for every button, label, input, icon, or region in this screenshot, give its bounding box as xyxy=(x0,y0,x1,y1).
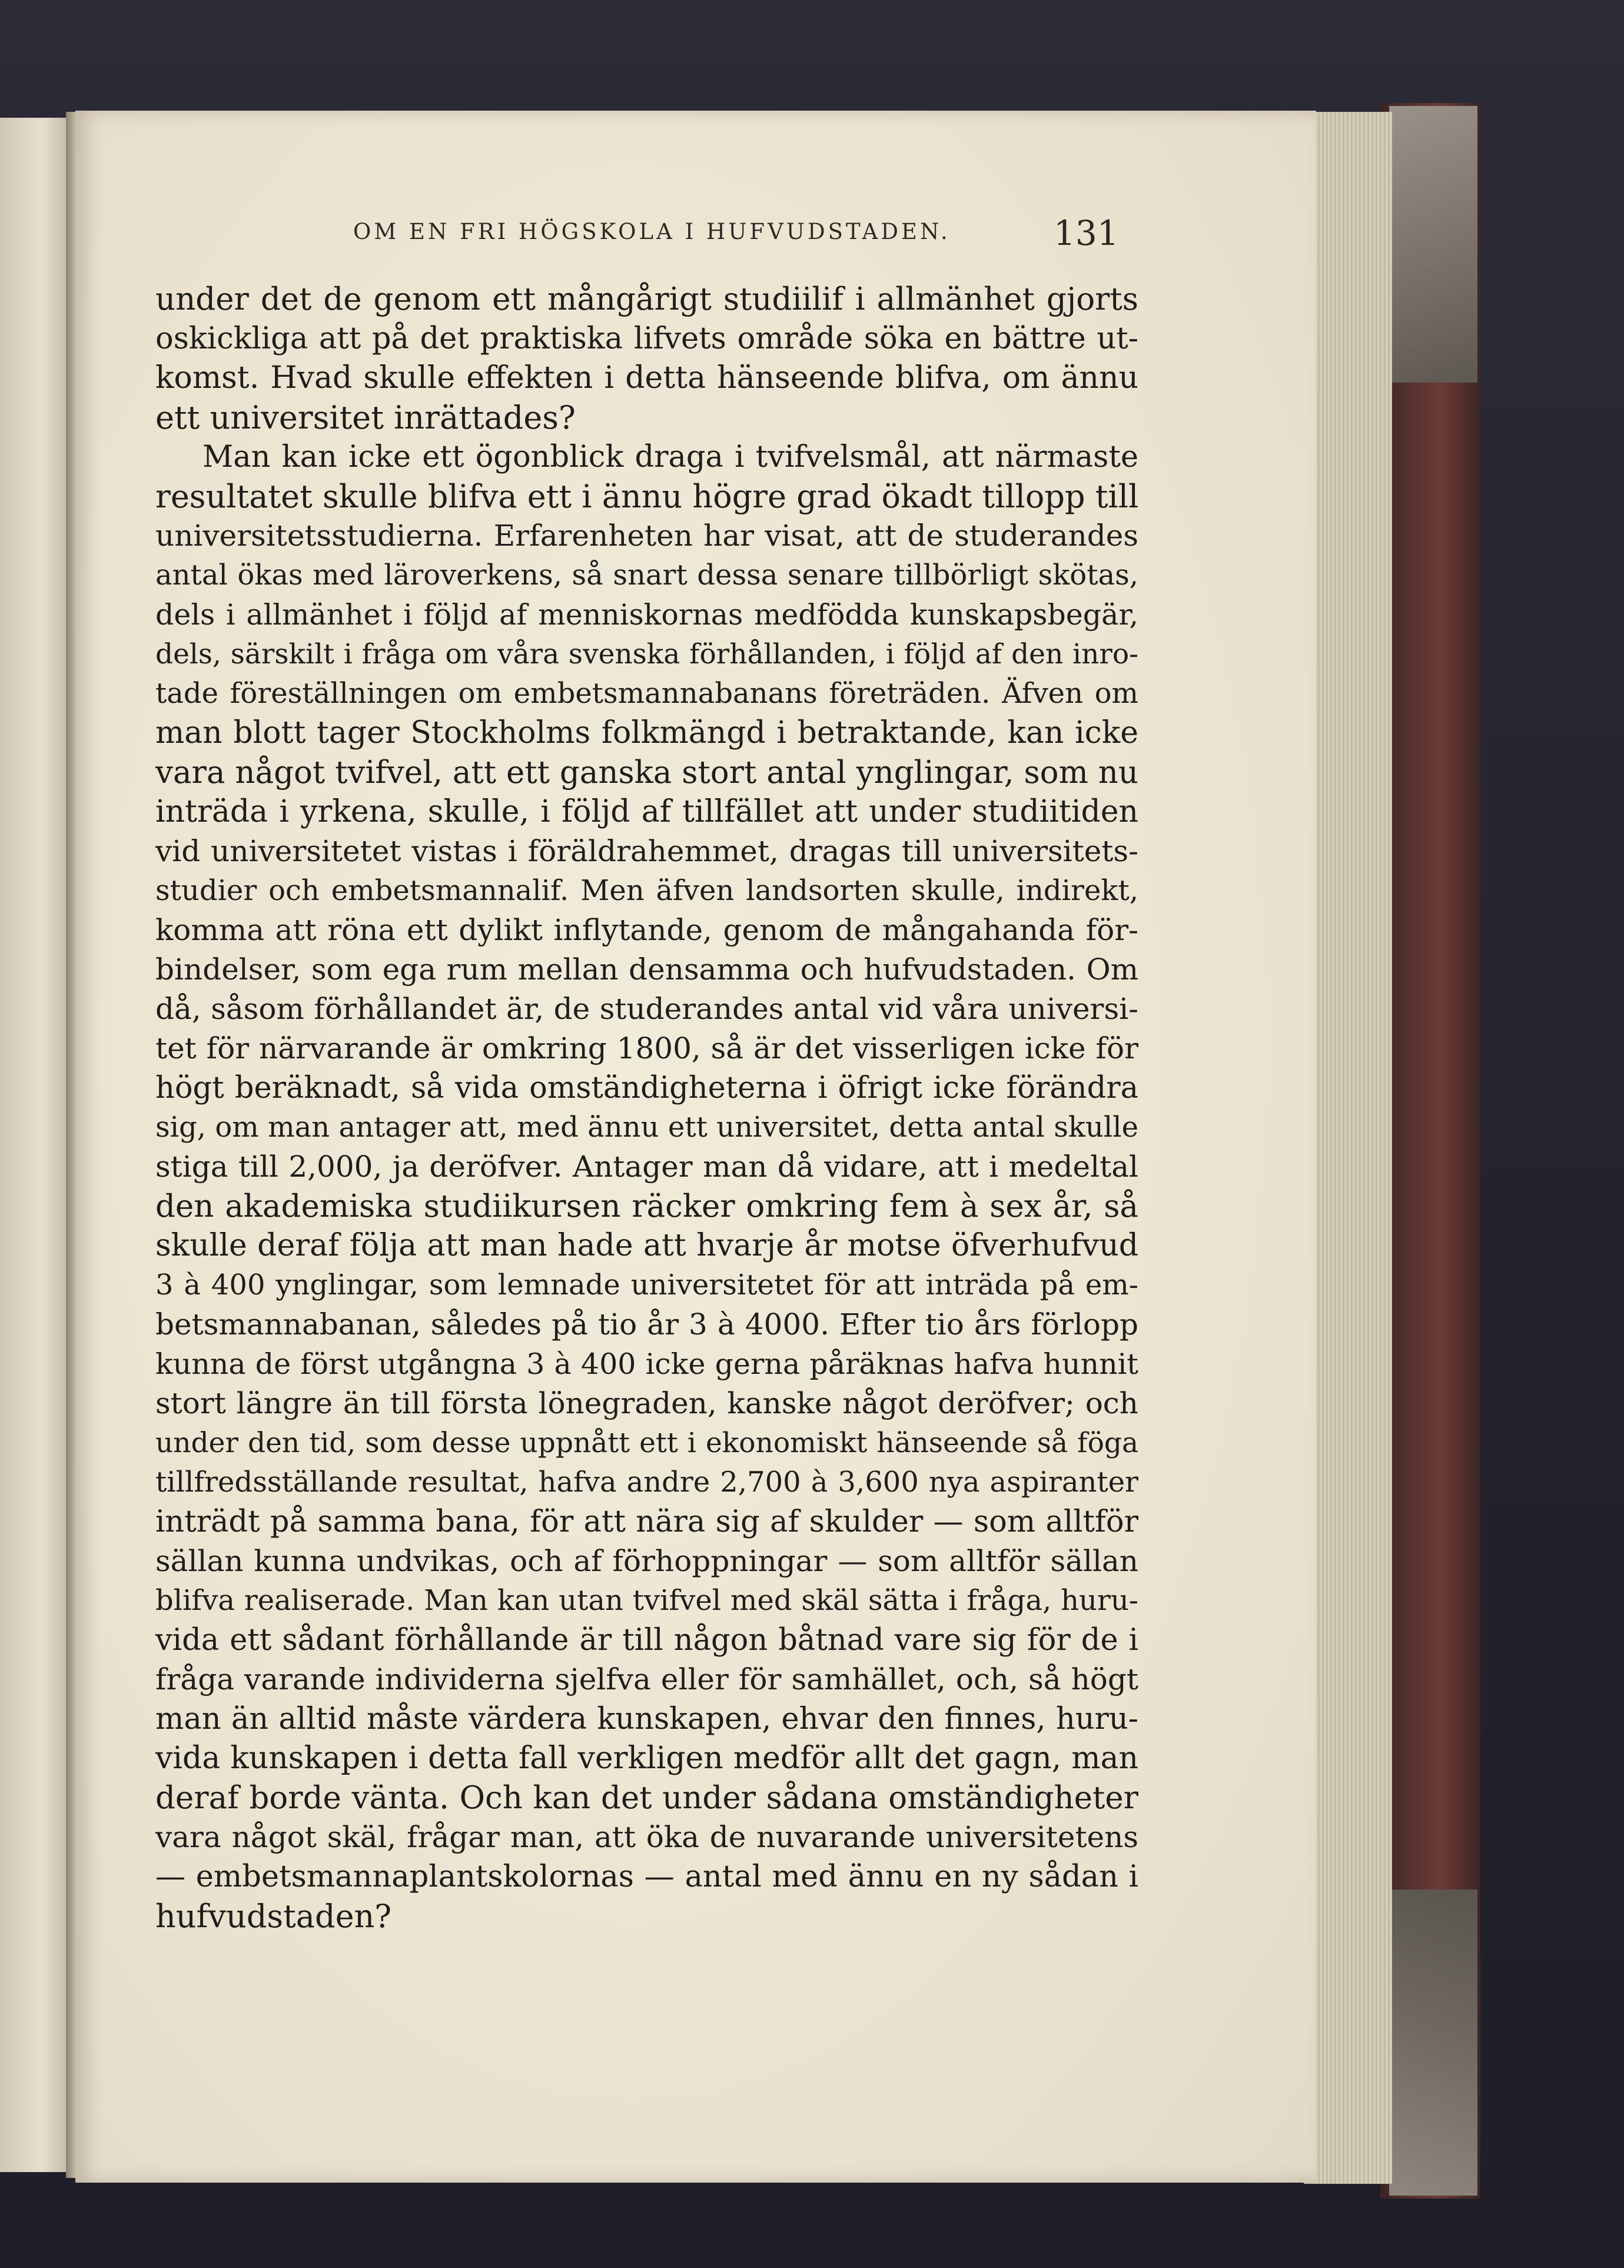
cover-corner-top xyxy=(1389,106,1477,383)
page-stack-edge xyxy=(1304,112,1392,2184)
text-line: under det de genom ett mångårigt studiilif i allmänhet gjorts xyxy=(155,281,1138,317)
text-line: vida ett sådant förhållande är till någon båtnad vare sig för de i xyxy=(155,1623,1138,1658)
running-header: OM EN FRI HÖGSKOLA I HUFVUDSTADEN. xyxy=(353,219,951,244)
text-line: oskickliga att på det praktiska lifvets område söka en bättre ut- xyxy=(155,321,1138,356)
text-line: vara något tvifvel, att ett ganska stort antal ynglingar, som nu xyxy=(155,755,1138,791)
text-line: inträda i yrkena, skulle, i följd af tillfället att under studiitiden xyxy=(155,794,1138,829)
text-line: Man kan icke ett ögonblick draga i tvifvelsmål, att närmaste xyxy=(202,440,1138,474)
facing-page-edge xyxy=(0,118,77,2172)
text-line: inträdt på samma bana, för att nära sig af skulder — som alltför xyxy=(155,1505,1138,1539)
text-line: fråga varande individerna sjelfva eller för samhället, och, så högt xyxy=(155,1662,1138,1696)
text-line: 3 à 400 ynglingar, som lemnade universitetet för att inträda på em- xyxy=(155,1269,1138,1301)
text-line: bindelser, som ega rum mellan densamma och hufvudstaden. Om xyxy=(155,952,1138,987)
text-line: antal ökas med läroverkens, så snart dessa senare tillbörligt skötas, xyxy=(155,559,1138,592)
text-line: komma att röna ett dylikt inflytande, genom de mångahanda för- xyxy=(155,913,1138,947)
book-cover xyxy=(1380,103,1480,2199)
text-line: tade föreställningen om embetsmannabanans företräden. Äfven om xyxy=(155,677,1138,710)
text-line: kunna de först utgångna 3 à 400 icke gerna påräknas hafva hunnit xyxy=(155,1347,1138,1381)
text-line: tillfredsställande resultat, hafva andre 2,700 à 3,600 nya aspiranter xyxy=(155,1466,1138,1499)
text-line: komst. Hvad skulle effekten i detta hänseende blifva, om ännu xyxy=(155,360,1138,396)
text-line: — embetsmannaplantskolornas — antal med ännu en ny sådan i xyxy=(155,1859,1138,1894)
text-line: blifva realiserade. Man kan utan tvifvel med skäl sätta i fråga, huru- xyxy=(155,1584,1138,1617)
text-line: dels i allmänhet i följd af menniskornas medfödda kunskapsbegär, xyxy=(155,598,1138,632)
text-line: sig, om man antager att, med ännu ett universitet, detta antal skulle xyxy=(155,1111,1138,1144)
text-line: resultatet skulle blifva ett i ännu högre grad ökadt tillopp till xyxy=(155,478,1139,515)
text-line: ett universitet inrättades? xyxy=(155,399,576,436)
text-line: under den tid, som desse uppnått ett i ekonomiskt hänseende så föga xyxy=(155,1427,1138,1459)
text-line: dels, särskilt i fråga om våra svenska förhållanden, i följd af den inro- xyxy=(155,638,1138,670)
cover-corner-bottom xyxy=(1389,1890,1477,2196)
text-line: deraf borde vänta. Och kan det under sådana omständigheter xyxy=(155,1780,1138,1816)
text-line: stiga till 2,000, ja deröfver. Antager man då vidare, att i medeltal xyxy=(155,1150,1138,1184)
text-line: vida kunskapen i detta fall verkligen medför allt det gagn, man xyxy=(155,1741,1138,1776)
text-line: betsmannabanan, således på tio år 3 à 4000. Efter tio års förlopp xyxy=(155,1307,1138,1341)
text-line: studier och embetsmannalif. Men äfven landsorten skulle, indirekt, xyxy=(155,874,1138,907)
text-line: tet för närvarande är omkring 1800, så är det visserligen icke för xyxy=(155,1031,1138,1065)
text-line: vara något skäl, frågar man, att öka de nuvarande universitetens xyxy=(155,1820,1138,1854)
text-line: skulle deraf följa att man hade att hvarje år motse öfverhufvud xyxy=(155,1228,1138,1263)
text-line: den akademiska studiikursen räcker omkring fem à sex år, så xyxy=(155,1188,1138,1224)
text-line: vid universitetet vistas i föräldrahemmet, dragas till universitets- xyxy=(155,834,1138,868)
text-line: man blott tager Stockholms folkmängd i betraktande, kan icke xyxy=(155,715,1138,751)
text-line: hufvudstaden? xyxy=(155,1898,392,1935)
page-number: 131 xyxy=(1054,213,1119,253)
text-line: då, såsom förhållandet är, de studerandes antal vid våra universi- xyxy=(155,992,1138,1026)
text-line: sällan kunna undvikas, och af förhoppningar — som alltför sällan xyxy=(155,1544,1138,1578)
text-line: universitetsstudierna. Erfarenheten har visat, att de studerandes xyxy=(155,519,1138,553)
text-line: högt beräknadt, så vida omständigheterna i öfrigt icke förändra xyxy=(155,1071,1138,1105)
body-text xyxy=(155,280,1138,1936)
text-line: stort längre än till första lönegraden, kanske något deröfver; och xyxy=(155,1386,1138,1420)
text-line: man än alltid måste värdera kunskapen, ehvar den finnes, huru- xyxy=(155,1702,1138,1736)
